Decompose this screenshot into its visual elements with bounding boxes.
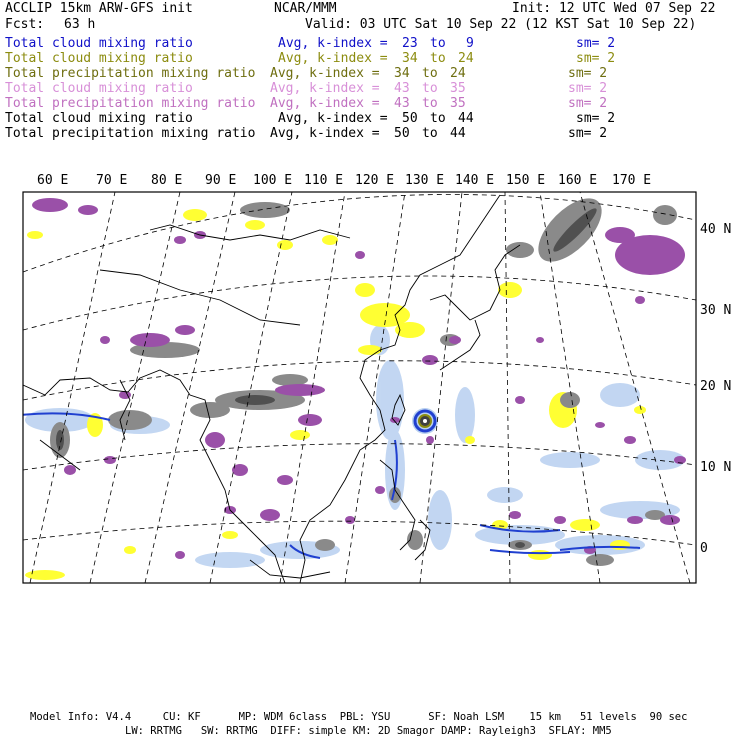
legend-to: to bbox=[422, 81, 438, 96]
legend-avg: Avg, k-index = bbox=[278, 111, 388, 126]
legend-field: Total cloud mixing ratio bbox=[5, 111, 193, 126]
legend-field: Total cloud mixing ratio bbox=[5, 36, 193, 51]
lon-label: 90 E bbox=[205, 173, 237, 188]
legend-to: to bbox=[430, 36, 446, 51]
legend-avg: Avg, k-index = bbox=[270, 126, 380, 141]
legend-smoothing: sm= 2 bbox=[576, 36, 616, 51]
legend-field: Total precipitation mixing ratio bbox=[5, 96, 256, 111]
legend-k-to: 24 bbox=[458, 51, 474, 66]
legend-k-from: 43 bbox=[394, 81, 410, 96]
lon-label: 120 E bbox=[355, 173, 395, 188]
legend-k-to: 9 bbox=[466, 36, 474, 51]
model-info-line-2: LW: RRTMG SW: RRTMG DIFF: simple KM: 2D Smagor DAMP: Rayleigh3 SFLAY: MM5 bbox=[125, 725, 612, 737]
typhoon-marker bbox=[412, 408, 438, 434]
organization-label: NCAR/MMM bbox=[274, 1, 337, 16]
init-time: Init: 12 UTC Wed 07 Sep 22 bbox=[512, 1, 716, 16]
legend-k-from: 34 bbox=[394, 66, 410, 81]
legend-k-to: 44 bbox=[458, 111, 474, 126]
legend-k-to: 44 bbox=[450, 126, 466, 141]
valid-time: Valid: 03 UTC Sat 10 Sep 22 (12 KST Sat 10 Sep 22) bbox=[305, 17, 697, 32]
model-info-line-1: Model Info: V4.4 CU: KF MP: WDM 6class PBL: YSU SF: Noah LSM 15 km 51 levels 90 sec bbox=[30, 711, 688, 723]
lat-label: 30 N bbox=[700, 303, 732, 318]
legend-avg: Avg, k-index = bbox=[270, 96, 380, 111]
legend-to: to bbox=[422, 96, 438, 111]
legend-k-to: 35 bbox=[450, 81, 466, 96]
model-title: ACCLIP 15km ARW-GFS init bbox=[5, 1, 193, 16]
legend-field: Total precipitation mixing ratio bbox=[5, 126, 256, 141]
lat-label: 10 N bbox=[700, 460, 732, 475]
legend-smoothing: sm= 2 bbox=[568, 96, 608, 111]
legend-k-from: 50 bbox=[402, 111, 418, 126]
legend-field: Total cloud mixing ratio bbox=[5, 51, 193, 66]
legend-field: Total precipitation mixing ratio bbox=[5, 66, 256, 81]
legend-avg: Avg, k-index = bbox=[278, 36, 388, 51]
legend-avg: Avg, k-index = bbox=[278, 51, 388, 66]
legend-k-from: 34 bbox=[402, 51, 418, 66]
legend-k-to: 35 bbox=[450, 96, 466, 111]
lat-label: 0 bbox=[700, 541, 708, 556]
legend-field: Total cloud mixing ratio bbox=[5, 81, 193, 96]
legend-k-from: 43 bbox=[394, 96, 410, 111]
legend-avg: Avg, k-index = bbox=[270, 66, 380, 81]
lon-label: 100 E bbox=[253, 173, 293, 188]
forecast-hour: 63 h bbox=[64, 17, 96, 32]
lon-label: 60 E bbox=[37, 173, 69, 188]
lon-label: 80 E bbox=[151, 173, 183, 188]
legend-smoothing: sm= 2 bbox=[576, 111, 616, 126]
legend-smoothing: sm= 2 bbox=[576, 51, 616, 66]
legend-k-from: 50 bbox=[394, 126, 410, 141]
legend-k-to: 24 bbox=[450, 66, 466, 81]
legend-to: to bbox=[422, 66, 438, 81]
legend-k-from: 23 bbox=[402, 36, 418, 51]
lat-label: 20 N bbox=[700, 379, 732, 394]
lon-label: 110 E bbox=[304, 173, 344, 188]
legend-to: to bbox=[430, 111, 446, 126]
lon-label: 140 E bbox=[455, 173, 495, 188]
lon-label: 130 E bbox=[405, 173, 445, 188]
legend-avg: Avg, k-index = bbox=[270, 81, 380, 96]
lon-label: 160 E bbox=[558, 173, 598, 188]
lon-label: 70 E bbox=[96, 173, 128, 188]
lat-label: 40 N bbox=[700, 222, 732, 237]
lon-label: 150 E bbox=[506, 173, 546, 188]
legend-to: to bbox=[422, 126, 438, 141]
legend-smoothing: sm= 2 bbox=[568, 81, 608, 96]
lon-label: 170 E bbox=[612, 173, 652, 188]
forecast-label: Fcst: bbox=[5, 17, 45, 32]
legend-smoothing: sm= 2 bbox=[568, 66, 608, 81]
legend-to: to bbox=[430, 51, 446, 66]
legend-smoothing: sm= 2 bbox=[568, 126, 608, 141]
